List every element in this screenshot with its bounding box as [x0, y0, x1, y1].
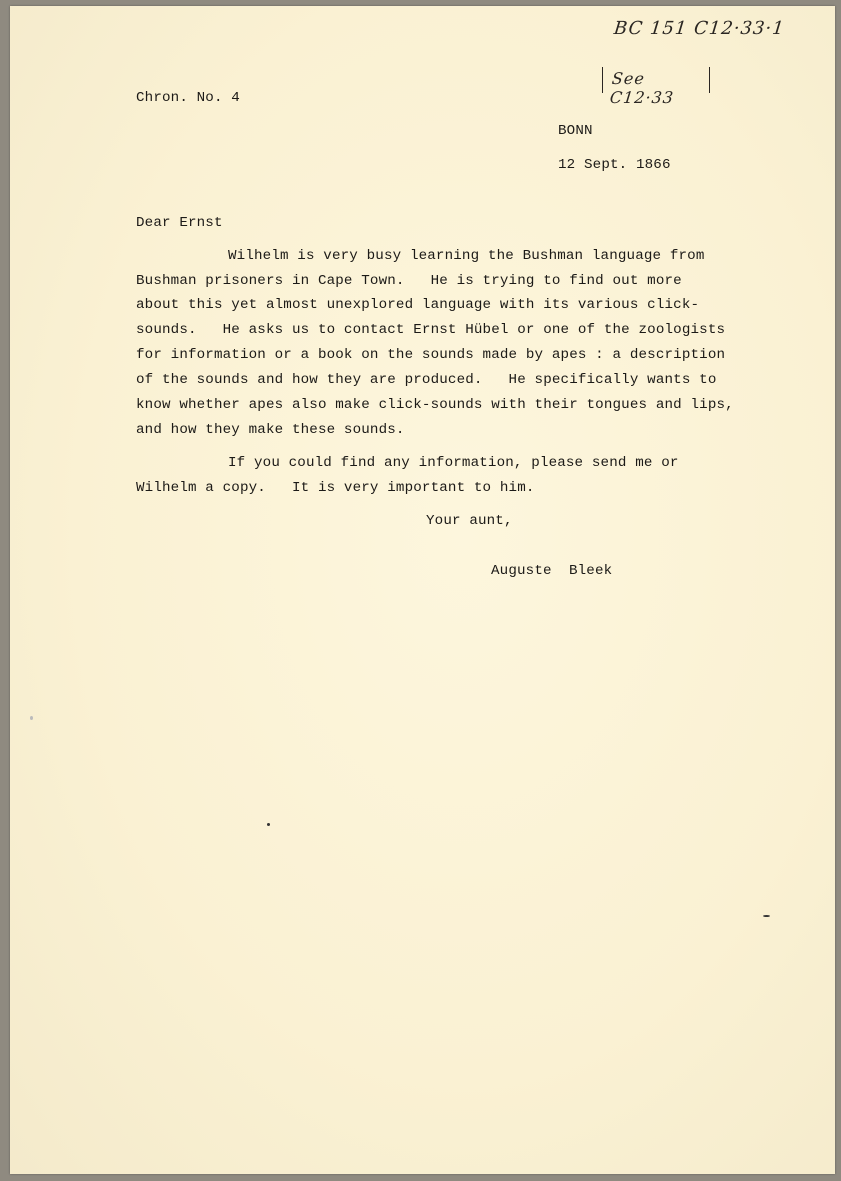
paragraph-line: Bushman prisoners in Cape Town. He is trying to find out more — [136, 273, 682, 289]
paragraph-line: know whether apes also make click-sounds with their tongues and lips, — [136, 397, 734, 413]
signature: Auguste Bleek — [491, 563, 613, 579]
bracket-note — [602, 67, 710, 107]
paragraph-line: for information or a book on the sounds made by apes : a description — [136, 347, 726, 363]
paragraph-line: and how they make these sounds. — [136, 422, 405, 438]
bracket-note-text: See C12·33 — [609, 69, 676, 107]
document-page — [10, 6, 835, 1174]
place: BONN — [558, 123, 593, 139]
paper-speck — [267, 823, 270, 826]
paragraph-line: Wilhelm is very busy learning the Bushman language from — [228, 248, 705, 264]
chron-number: Chron. No. 4 — [136, 90, 240, 106]
paragraph-line: Wilhelm a copy. It is very important to him. — [136, 480, 535, 496]
paragraph-line: If you could find any information, please send me or — [228, 455, 679, 471]
date: 12 Sept. 1866 — [558, 157, 671, 173]
archive-reference-handwritten: BC 151 C12·33·1 — [612, 18, 786, 39]
closing: Your aunt, — [426, 513, 513, 529]
paragraph-line: about this yet almost unexplored language with its various click- — [136, 297, 700, 313]
paper-speck — [763, 915, 770, 917]
paper-speck — [30, 716, 33, 720]
paragraph-line: of the sounds and how they are produced. He specifically wants to — [136, 372, 717, 388]
salutation: Dear Ernst — [136, 215, 223, 231]
paragraph-line: sounds. He asks us to contact Ernst Hübel or one of the zoologists — [136, 322, 726, 338]
